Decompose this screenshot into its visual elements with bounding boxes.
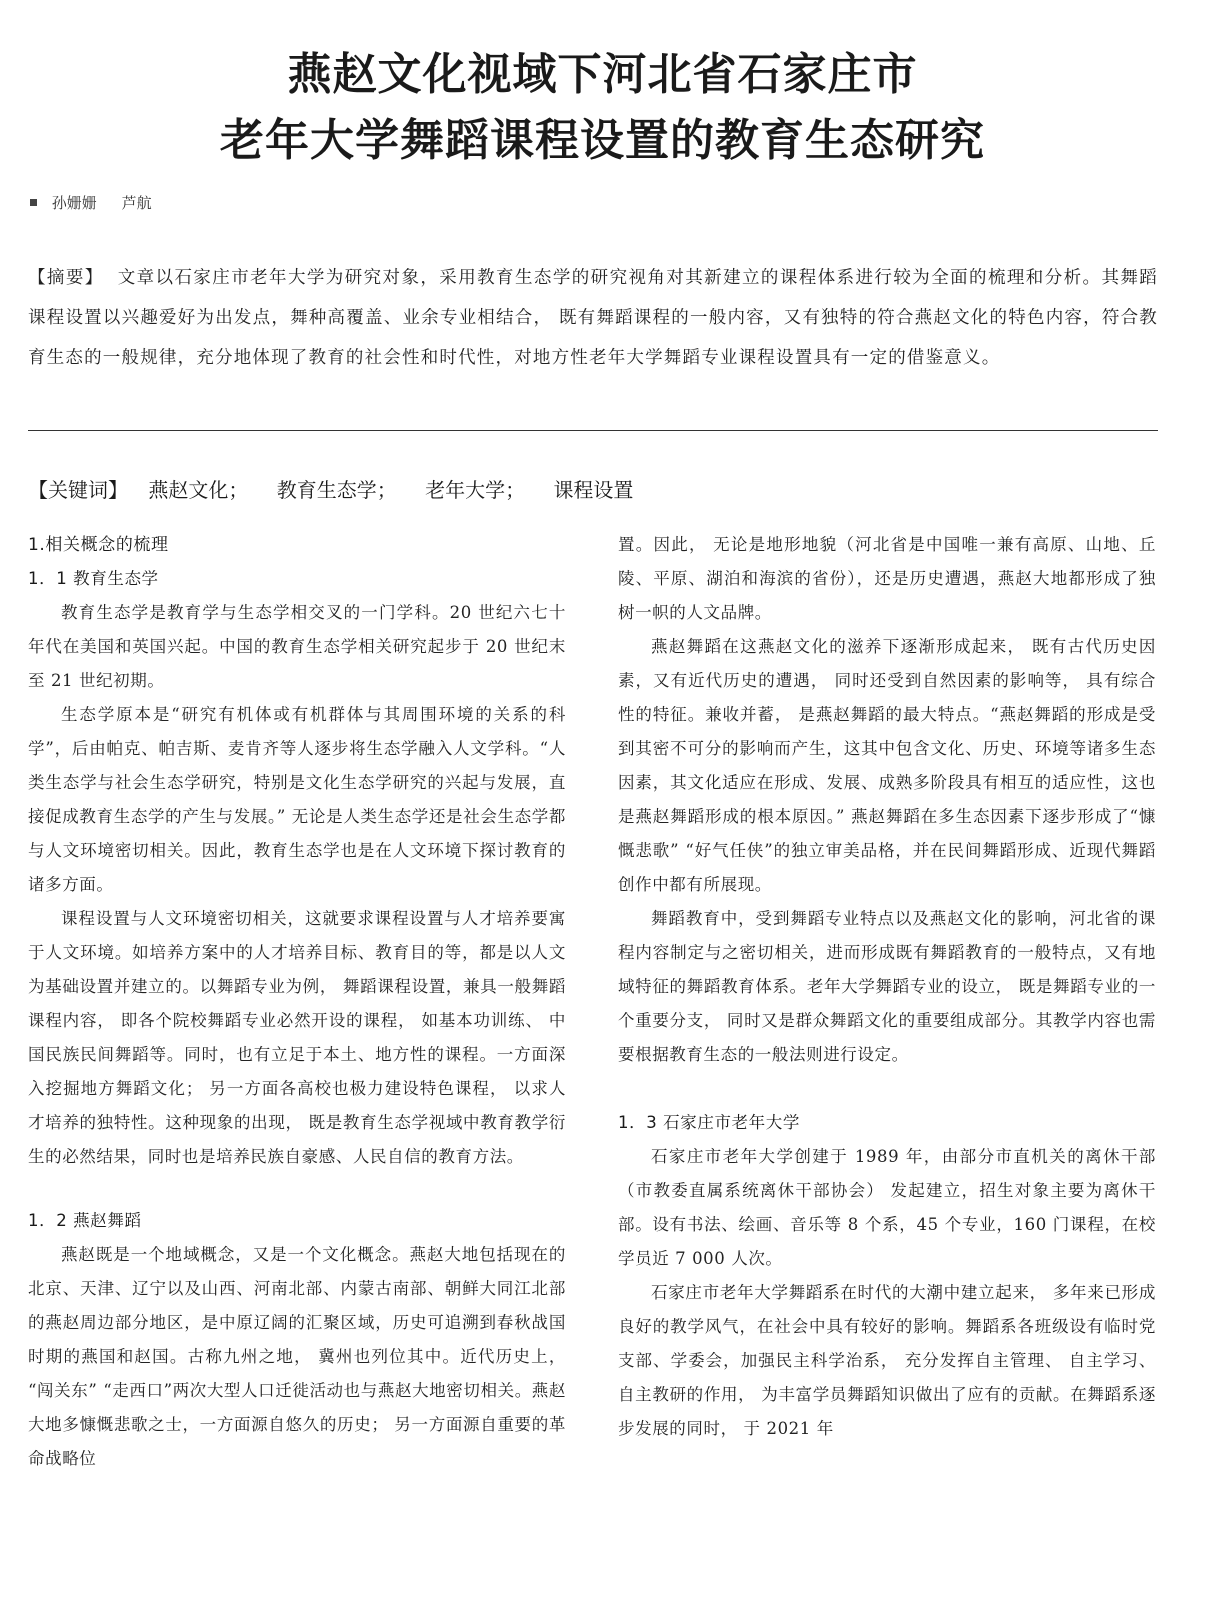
paragraph: 教育生态学是教育学与生态学相交叉的一门学科。20 世纪六七十年代在美国和英国兴起。中国的教育生态学相关研究起步于 20 世纪末至 21 世纪初期。 xyxy=(28,603,566,690)
subsection-heading: 1．1 教育生态学 xyxy=(28,569,159,588)
subsection-heading: 1．3 石家庄市老年大学 xyxy=(618,1113,800,1132)
paragraph: 燕赵既是一个地域概念，又是一个文化概念。燕赵大地包括现在的北京、天津、辽宁以及山西、河南北部、内蒙古南部、朝鲜大同江北部的燕赵周边部分地区，是中原辽阔的汇聚区域，历史可追溯到春秋战国时期的燕国和赵国。古称九州之地， 冀州也列位其中。近代历史上， “闯关东” “走西口”两次大型人口迁徙活动也与燕赵大地密切相关。燕赵大地多慷慨悲歌之士，一方面源自悠久的历史； 另一方面源自重要的革命战略位 xyxy=(28,1245,566,1468)
keyword: 课程设置 xyxy=(553,478,634,502)
title-line-2: 老年大学舞蹈课程设置的教育生态研究 xyxy=(220,115,985,166)
paragraph: 石家庄市老年大学创建于 1989 年，由部分市直机关的离休干部（市教委直属系统离休干部协会） 发起建立，招生对象主要为离休干部。设有书法、绘画、音乐等 8 个系，45 个专业，160 门课程，在校学员近 7 000 人次。 xyxy=(618,1147,1156,1268)
right-column xyxy=(618,528,1156,1446)
abstract-text: 文章以石家庄市老年大学为研究对象，采用教育生态学的研究视角对其新建立的课程体系进行较为全面的梳理和分析。其舞蹈课程设置以兴趣爱好为出发点，舞种高覆盖、业余专业相结合， 既有舞蹈课程的一般内容，又有独特的符合燕赵文化的特色内容，符合教育生态的一般规律，充分地体现了教育的社会性和时代性，对地方性老年大学舞蹈专业课程设置具有一定的借鉴意义。 xyxy=(28,268,1158,368)
paragraph: 课程设置与人文环境密切相关，这就要求课程设置与人才培养要寓于人文环境。如培养方案中的人才培养目标、教育目的等，都是以人文为基础设置并建立的。以舞蹈专业为例， 舞蹈课程设置，兼具一般舞蹈课程内容， 即各个院校舞蹈专业必然开设的课程， 如基本功训练、 中国民族民间舞蹈等。同时，也有立足于本土、地方性的课程。一方面深入挖掘地方舞蹈文化； 另一方面各高校也极力建设特色课程， 以求人才培养的独特性。这种现象的出现， 既是教育生态学视域中教育教学衍生的必然结果，同时也是培养民族自豪感、人民自信的教育方法。 xyxy=(28,909,566,1166)
paragraph: 舞蹈教育中，受到舞蹈专业特点以及燕赵文化的影响，河北省的课程内容制定与之密切相关，进而形成既有舞蹈教育的一般特点，又有地域特征的舞蹈教育体系。老年大学舞蹈专业的设立， 既是舞蹈专业的一个重要分支， 同时又是群众舞蹈文化的重要组成部分。其教学内容也需要根据教育生态的一般法则进行设定。 xyxy=(618,909,1156,1064)
keyword: 教育生态学； xyxy=(276,478,397,502)
article-title xyxy=(0,42,1205,174)
author-line xyxy=(30,192,172,213)
abstract-label: 【摘要】 xyxy=(28,268,104,288)
abstract xyxy=(28,258,1158,378)
paragraph: 生态学原本是“研究有机体或有机群体与其周围环境的关系的科学”，后由帕克、帕吉斯、麦肯齐等人逐步将生态学融入人文学科。“人类生态学与社会生态学研究，特别是文化生态学研究的兴起与发展，直接促成教育生态学的产生与发展。” 无论是人类生态学还是社会生态学都与人文环境密切相关。因此，教育生态学也是在人文环境下探讨教育的诸多方面。 xyxy=(28,705,566,894)
paragraph: 置。因此， 无论是地形地貌（河北省是中国唯一兼有高原、山地、丘陵、平原、湖泊和海滨的省份），还是历史遭遇，燕赵大地都形成了独树一帜的人文品牌。 xyxy=(618,535,1156,622)
paragraph: 石家庄市老年大学舞蹈系在时代的大潮中建立起来， 多年来已形成良好的教学风气，在社会中具有较好的影响。舞蹈系各班级设有临时党支部、学委会，加强民主科学治系， 充分发挥自主管理、 自主学习、 自主教研的作用， 为丰富学员舞蹈知识做出了应有的贡献。在舞蹈系逐步发展的同时， 于 2021 年 xyxy=(618,1283,1156,1438)
title-line-1: 燕赵文化视域下河北省石家庄市 xyxy=(287,49,918,100)
left-column xyxy=(28,528,566,1476)
author-name: 芦航 xyxy=(121,194,152,212)
paragraph: 燕赵舞蹈在这燕赵文化的滋养下逐渐形成起来， 既有古代历史因素，又有近代历史的遭遇， 同时还受到自然因素的影响等， 具有综合性的特征。兼收并蓄， 是燕赵舞蹈的最大特点。“燕赵舞蹈的形成是受到其密不可分的影响而产生，这其中包含文化、历史、环境等诸多生态因素，其文化适应在形成、发展、成熟多阶段具有相互的适应性，这也是燕赵舞蹈形成的根本原因。” 燕赵舞蹈在多生态因素下逐步形成了“慷慨悲歌” “好气任侠”的独立审美品格，并在民间舞蹈形成、近现代舞蹈创作中都有所展现。 xyxy=(618,637,1156,894)
subsection-heading: 1．2 燕赵舞蹈 xyxy=(28,1211,142,1230)
keywords-label: 【关键词】 xyxy=(28,478,128,502)
author-name: 孙姗姗 xyxy=(51,194,97,212)
keywords xyxy=(28,474,655,503)
square-bullet-icon xyxy=(30,199,37,206)
section-heading: 1.相关概念的梳理 xyxy=(28,535,169,555)
divider xyxy=(28,430,1158,431)
keyword: 老年大学； xyxy=(425,478,526,502)
keyword: 燕赵文化； xyxy=(148,478,249,502)
